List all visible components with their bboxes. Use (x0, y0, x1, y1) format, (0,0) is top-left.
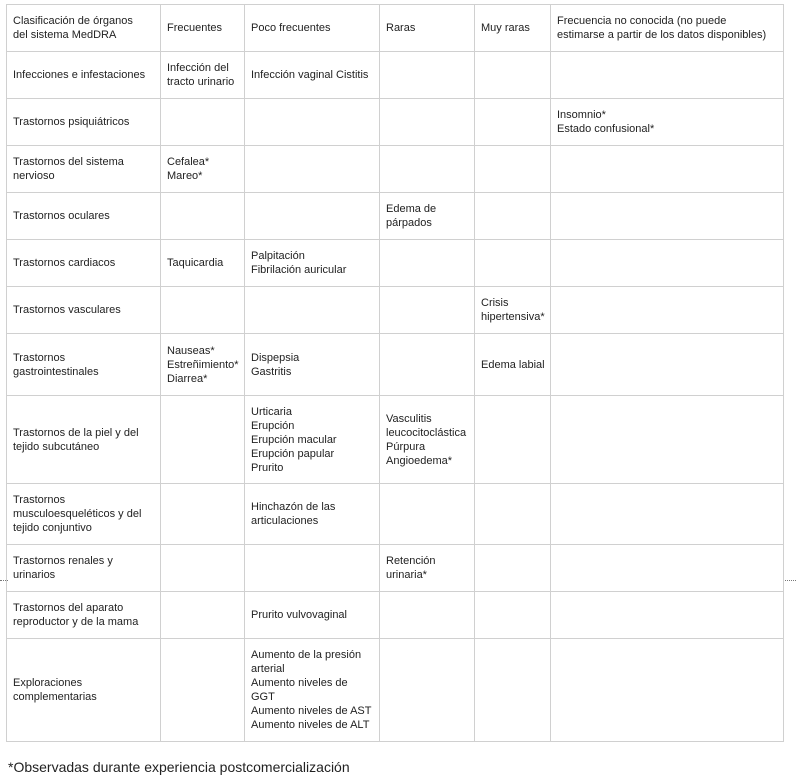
cell-very-rare (475, 334, 551, 396)
cell-line: Retención (386, 555, 436, 567)
cell-frequent (161, 287, 245, 334)
cell-frequent (161, 484, 245, 545)
cell-line: Fibrilación auricular (251, 264, 347, 276)
cell-line: tracto urinario (167, 76, 235, 88)
cell-organ-class (7, 396, 161, 484)
cell-rare (380, 545, 475, 592)
cell-line: Prurito (251, 461, 284, 474)
table-row (7, 592, 784, 639)
cell-unknown-frequency (551, 545, 784, 592)
header-unknown-frequency (551, 5, 784, 52)
adverse-reactions-table (6, 4, 784, 742)
table-row (7, 287, 784, 334)
table-row (7, 484, 784, 545)
cell-line: Trastornos vasculares (13, 304, 121, 316)
cell-unknown-frequency (551, 146, 784, 193)
cell-unknown-frequency (551, 240, 784, 287)
cell-line: Nauseas* (167, 344, 215, 357)
cell-rare (380, 484, 475, 545)
cell-very-rare (475, 52, 551, 99)
cell-line: Estado confusional* (557, 123, 655, 135)
cell-rare (380, 639, 475, 742)
table-row (7, 99, 784, 146)
cell-line: Infecciones e infestaciones (13, 69, 146, 81)
cell-line: Estreñimiento* (167, 358, 239, 371)
cell-unknown-frequency (551, 52, 784, 99)
cell-uncommon (245, 484, 380, 545)
cell-rare (380, 52, 475, 99)
cell-organ-class (7, 334, 161, 396)
cell-line: tejido subcutáneo (13, 440, 100, 453)
cell-line: Raras (386, 22, 416, 34)
table-row (7, 545, 784, 592)
cell-line: tejido conjuntivo (13, 522, 92, 534)
cell-very-rare (475, 146, 551, 193)
cell-line: Urticaria (251, 405, 292, 418)
table-row (7, 334, 784, 396)
cell-line: Prurito vulvovaginal (251, 609, 347, 621)
footnote: *Observadas durante experiencia postcomercialización (8, 759, 350, 775)
cell-organ-class (7, 240, 161, 287)
cell-line: Aumento niveles de ALT (251, 719, 370, 731)
cell-line: párpados (386, 217, 432, 229)
cell-line: del sistema MedDRA (13, 29, 117, 41)
cell-very-rare (475, 287, 551, 334)
cell-very-rare (475, 240, 551, 287)
cell-unknown-frequency (551, 193, 784, 240)
cell-line: GGT (251, 691, 275, 703)
header-organ-class (7, 5, 161, 52)
table-header-row (7, 5, 784, 52)
cell-unknown-frequency (551, 334, 784, 396)
cell-line: Insomnio* (557, 109, 606, 121)
cell-line: Diarrea* (167, 372, 208, 385)
cell-frequent (161, 240, 245, 287)
cell-line: Trastornos del aparato (13, 602, 124, 614)
cell-line: Dispepsia (251, 351, 300, 364)
table-row (7, 52, 784, 99)
cell-line: nervioso (13, 170, 55, 182)
cell-line: Vasculitis (386, 412, 432, 425)
cell-line: Aumento niveles de AST (251, 705, 372, 717)
cell-line: Gastritis (251, 365, 292, 378)
cell-line: Poco frecuentes (251, 22, 331, 34)
cell-line: Frecuentes (167, 22, 223, 34)
cell-line: musculoesqueléticos y del (13, 508, 142, 520)
cell-line: Palpitación (251, 250, 305, 262)
right-dotted-divider (783, 580, 796, 581)
cell-line: Infección vaginal Cistitis (251, 69, 369, 81)
cell-line: Aumento niveles de (251, 677, 348, 689)
cell-very-rare (475, 639, 551, 742)
cell-line: Edema labial (481, 358, 545, 371)
cell-organ-class (7, 639, 161, 742)
cell-line: arterial (251, 663, 285, 675)
cell-line: Erupción papular (251, 447, 335, 460)
cell-frequent (161, 334, 245, 396)
cell-very-rare (475, 99, 551, 146)
table-row (7, 193, 784, 240)
cell-organ-class (7, 193, 161, 240)
cell-uncommon (245, 545, 380, 592)
cell-line: Trastornos cardiacos (13, 257, 116, 269)
cell-organ-class (7, 99, 161, 146)
cell-rare (380, 193, 475, 240)
cell-line: Púrpura (386, 440, 426, 453)
cell-organ-class (7, 287, 161, 334)
cell-line: estimarse a partir de los datos disponibles) (557, 29, 767, 41)
cell-rare (380, 334, 475, 396)
cell-line: urinarios (13, 569, 56, 581)
header-uncommon (245, 5, 380, 52)
cell-line: Trastornos psiquiátricos (13, 116, 130, 128)
cell-uncommon (245, 240, 380, 287)
cell-line: Infección del (167, 62, 229, 74)
cell-uncommon (245, 592, 380, 639)
cell-uncommon (245, 334, 380, 396)
cell-line: Muy raras (481, 22, 530, 34)
cell-uncommon (245, 146, 380, 193)
cell-organ-class (7, 146, 161, 193)
cell-line: complementarias (13, 691, 97, 703)
cell-unknown-frequency (551, 99, 784, 146)
cell-frequent (161, 545, 245, 592)
table-body (7, 52, 784, 742)
cell-very-rare (475, 193, 551, 240)
cell-line: Angioedema* (386, 454, 453, 467)
cell-line: Trastornos renales y (13, 555, 113, 567)
cell-rare (380, 396, 475, 484)
cell-rare (380, 592, 475, 639)
cell-line: reproductor y de la mama (13, 616, 139, 628)
cell-uncommon (245, 287, 380, 334)
cell-very-rare (475, 484, 551, 545)
cell-unknown-frequency (551, 484, 784, 545)
cell-line: Mareo* (167, 170, 203, 182)
cell-frequent (161, 396, 245, 484)
cell-rare (380, 287, 475, 334)
header-frequent (161, 5, 245, 52)
cell-line: Trastornos (13, 351, 66, 364)
cell-line: Erupción (251, 419, 295, 432)
cell-line: Taquicardia (167, 257, 224, 269)
table-row (7, 639, 784, 742)
cell-frequent (161, 99, 245, 146)
table-row (7, 146, 784, 193)
cell-line: Exploraciones (13, 677, 83, 689)
cell-rare (380, 240, 475, 287)
cell-frequent (161, 193, 245, 240)
header-very-rare (475, 5, 551, 52)
cell-very-rare (475, 396, 551, 484)
cell-unknown-frequency (551, 592, 784, 639)
cell-rare (380, 99, 475, 146)
cell-line: hipertensiva* (481, 311, 545, 323)
cell-very-rare (475, 545, 551, 592)
cell-rare (380, 146, 475, 193)
cell-uncommon (245, 639, 380, 742)
cell-uncommon (245, 193, 380, 240)
cell-line: Trastornos de la piel y del (13, 426, 139, 439)
cell-line: Cefalea* (167, 156, 210, 168)
cell-line: Edema de (386, 203, 437, 215)
cell-organ-class (7, 545, 161, 592)
cell-unknown-frequency (551, 396, 784, 484)
cell-frequent (161, 639, 245, 742)
cell-organ-class (7, 592, 161, 639)
cell-line: articulaciones (251, 515, 319, 527)
cell-line: Hinchazón de las (251, 501, 336, 513)
table-row (7, 396, 784, 484)
cell-organ-class (7, 52, 161, 99)
cell-uncommon (245, 99, 380, 146)
cell-line: Frecuencia no conocida (no puede (557, 15, 727, 27)
cell-organ-class (7, 484, 161, 545)
cell-uncommon (245, 52, 380, 99)
cell-line: Trastornos del sistema (13, 156, 124, 168)
cell-line: Erupción macular (251, 433, 337, 446)
cell-unknown-frequency (551, 639, 784, 742)
cell-frequent (161, 52, 245, 99)
cell-line: gastrointestinales (13, 365, 99, 378)
cell-line: Crisis (481, 297, 509, 309)
header-rare (380, 5, 475, 52)
cell-uncommon (245, 396, 380, 484)
cell-very-rare (475, 592, 551, 639)
cell-frequent (161, 592, 245, 639)
cell-frequent (161, 146, 245, 193)
cell-line: Clasificación de órganos (13, 15, 133, 27)
cell-line: Aumento de la presión (251, 649, 362, 661)
cell-line: leucocitoclástica (386, 426, 467, 439)
cell-line: urinaria* (386, 569, 427, 581)
cell-line: Trastornos (13, 494, 66, 506)
cell-line: Trastornos oculares (13, 210, 110, 222)
cell-unknown-frequency (551, 287, 784, 334)
table-row (7, 240, 784, 287)
